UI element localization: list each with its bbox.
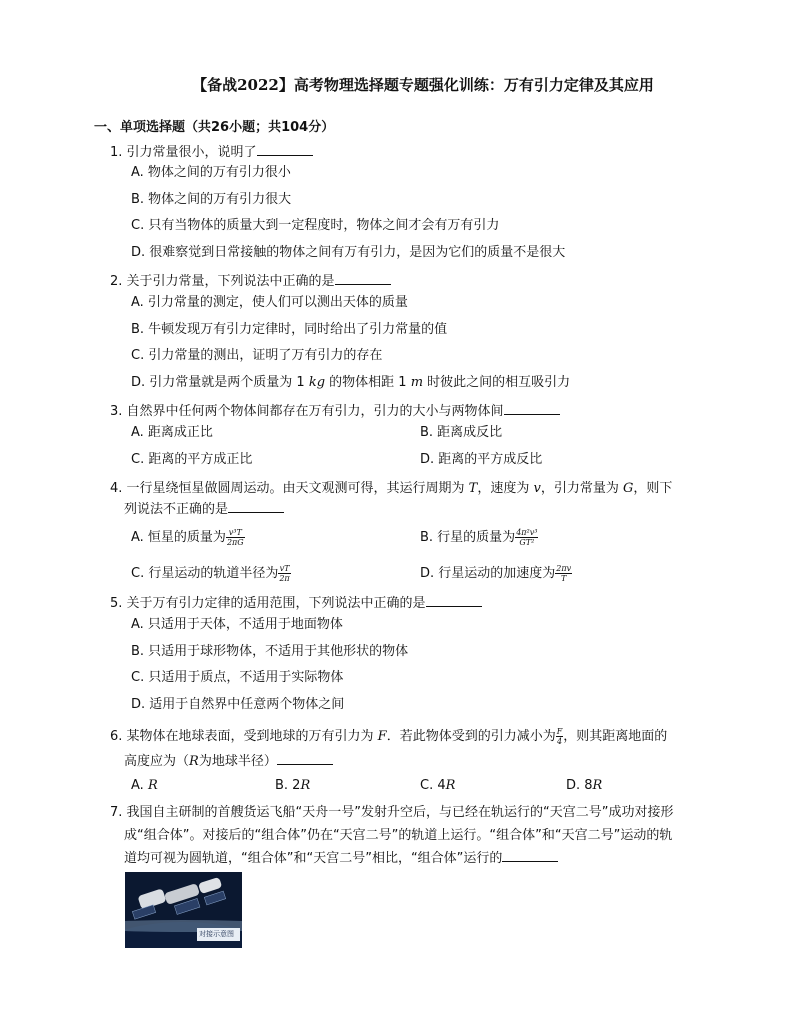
- question-4-stem-line2: 列说法不正确的是: [124, 500, 284, 520]
- q2-option-d: D. 引力常量就是两个质量为 1 kg 的物体相距 1 m 时彼此之间的相互吸引力: [131, 375, 571, 390]
- fraction: $\frac{2\pi v}{T}$: [556, 564, 572, 583]
- q5-option-b: B. 只适用于球形物体，不适用于其他形状的物体: [131, 644, 409, 659]
- q4-option-c: C. 行星运动的轨道半径为 $\frac{vT}{2\pi}$: [131, 564, 290, 583]
- q6-option-a: A. R: [131, 778, 158, 793]
- question-5-stem: 5. 关于万有引力定律的适用范围，下列说法中正确的是: [110, 594, 710, 614]
- answer-blank: [257, 143, 313, 156]
- q3-option-c: C. 距离的平方成正比: [131, 452, 253, 467]
- question-6-stem: 6. 某物体在地球表面，受到地球的万有引力为 F．若此物体受到的引力减小为 $\frac{F}{4}$ ，则其距离地面的: [110, 727, 668, 746]
- answer-blank: [502, 849, 558, 862]
- question-6-stem-line2: 高度应为（R为地球半径）: [124, 752, 333, 772]
- q1-option-a: A. 物体之间的万有引力很小: [131, 165, 291, 180]
- q1-option-d: D. 很难察觉到日常接触的物体之间有万有引力，是因为它们的质量不是很大: [131, 245, 566, 260]
- q1-option-c: C. 只有当物体的质量大到一定程度时，物体之间才会有万有引力: [131, 218, 500, 233]
- q2-option-c: C. 引力常量的测出，证明了万有引力的存在: [131, 348, 383, 363]
- section-heading: 一、单项选择题（共26小题；共104分）: [94, 120, 335, 135]
- q1-option-b: B. 物体之间的万有引力很大: [131, 192, 292, 207]
- page-title: 【备战2022】高考物理选择题专题强化训练：万有引力定律及其应用: [192, 76, 654, 94]
- answer-blank: [228, 500, 284, 513]
- fraction: $\frac{\text{4π²v³}}{\text{GT²}}$: [516, 528, 538, 547]
- q5-option-d: D. 适用于自然界中任意两个物体之间: [131, 697, 345, 712]
- question-1-stem: 1. 引力常量很小，说明了: [110, 143, 710, 163]
- q6-option-b: B. 2R: [275, 778, 311, 793]
- answer-blank: [335, 272, 391, 285]
- q2-option-a: A. 引力常量的测定，使人们可以测出天体的质量: [131, 295, 408, 310]
- docking-photo: [125, 872, 242, 948]
- fraction: $\frac{vT}{2\pi}$: [279, 564, 290, 583]
- question-7-stem-line1: 7. 我国自主研制的首艘货运飞船“天舟一号”发射升空后，与已经在轨运行的“天宫二号”成功对接形: [110, 805, 674, 820]
- question-7-stem-line2: 成“组合体”。对接后的“组合体”仍在“天宫二号”的轨道上运行。“组合体”和“天宫二号”运动的轨: [124, 828, 673, 843]
- answer-blank: [504, 402, 560, 415]
- q4-option-b: B. 行星的质量为 $\frac{\text{4π²v³}}{\text{GT²}}$: [420, 528, 538, 547]
- question-4-stem: 4. 一行星绕恒星做圆周运动。由天文观测可得，其运行周期为 T，速度为 v，引力常量为 G，则下: [110, 481, 673, 496]
- q5-option-a: A. 只适用于天体，不适用于地面物体: [131, 617, 343, 632]
- fraction: $\frac{\text{v³T}}{2\pi G}$: [226, 528, 244, 547]
- q6-option-c: C. 4R: [420, 778, 456, 793]
- q4-option-d: D. 行星运动的加速度为 $\frac{2\pi v}{T}$: [420, 564, 572, 583]
- q4-option-a: A. 恒星的质量为 $\frac{\text{v³T}}{2\pi G}$: [131, 528, 244, 547]
- q2-option-b: B. 牛顿发现万有引力定律时，同时给出了引力常量的值: [131, 322, 448, 337]
- q3-option-b: B. 距离成反比: [420, 425, 503, 440]
- fraction: $\frac{F}{4}$: [556, 727, 563, 746]
- q3-option-a: A. 距离成正比: [131, 425, 213, 440]
- q6-option-d: D. 8R: [566, 778, 603, 793]
- answer-blank: [277, 752, 333, 765]
- answer-blank: [426, 594, 482, 607]
- q5-option-c: C. 只适用于质点，不适用于实际物体: [131, 670, 344, 685]
- q3-option-d: D. 距离的平方成反比: [420, 452, 543, 467]
- question-3-stem: 3. 自然界中任何两个物体间都存在万有引力，引力的大小与两物体间: [110, 402, 710, 422]
- question-7-stem-line3: 道均可视为圆轨道，“组合体”和“天宫二号”相比，“组合体”运行的: [124, 849, 558, 869]
- photo-caption: 对接示意图: [199, 930, 234, 938]
- question-2-stem: 2. 关于引力常量，下列说法中正确的是: [110, 272, 710, 292]
